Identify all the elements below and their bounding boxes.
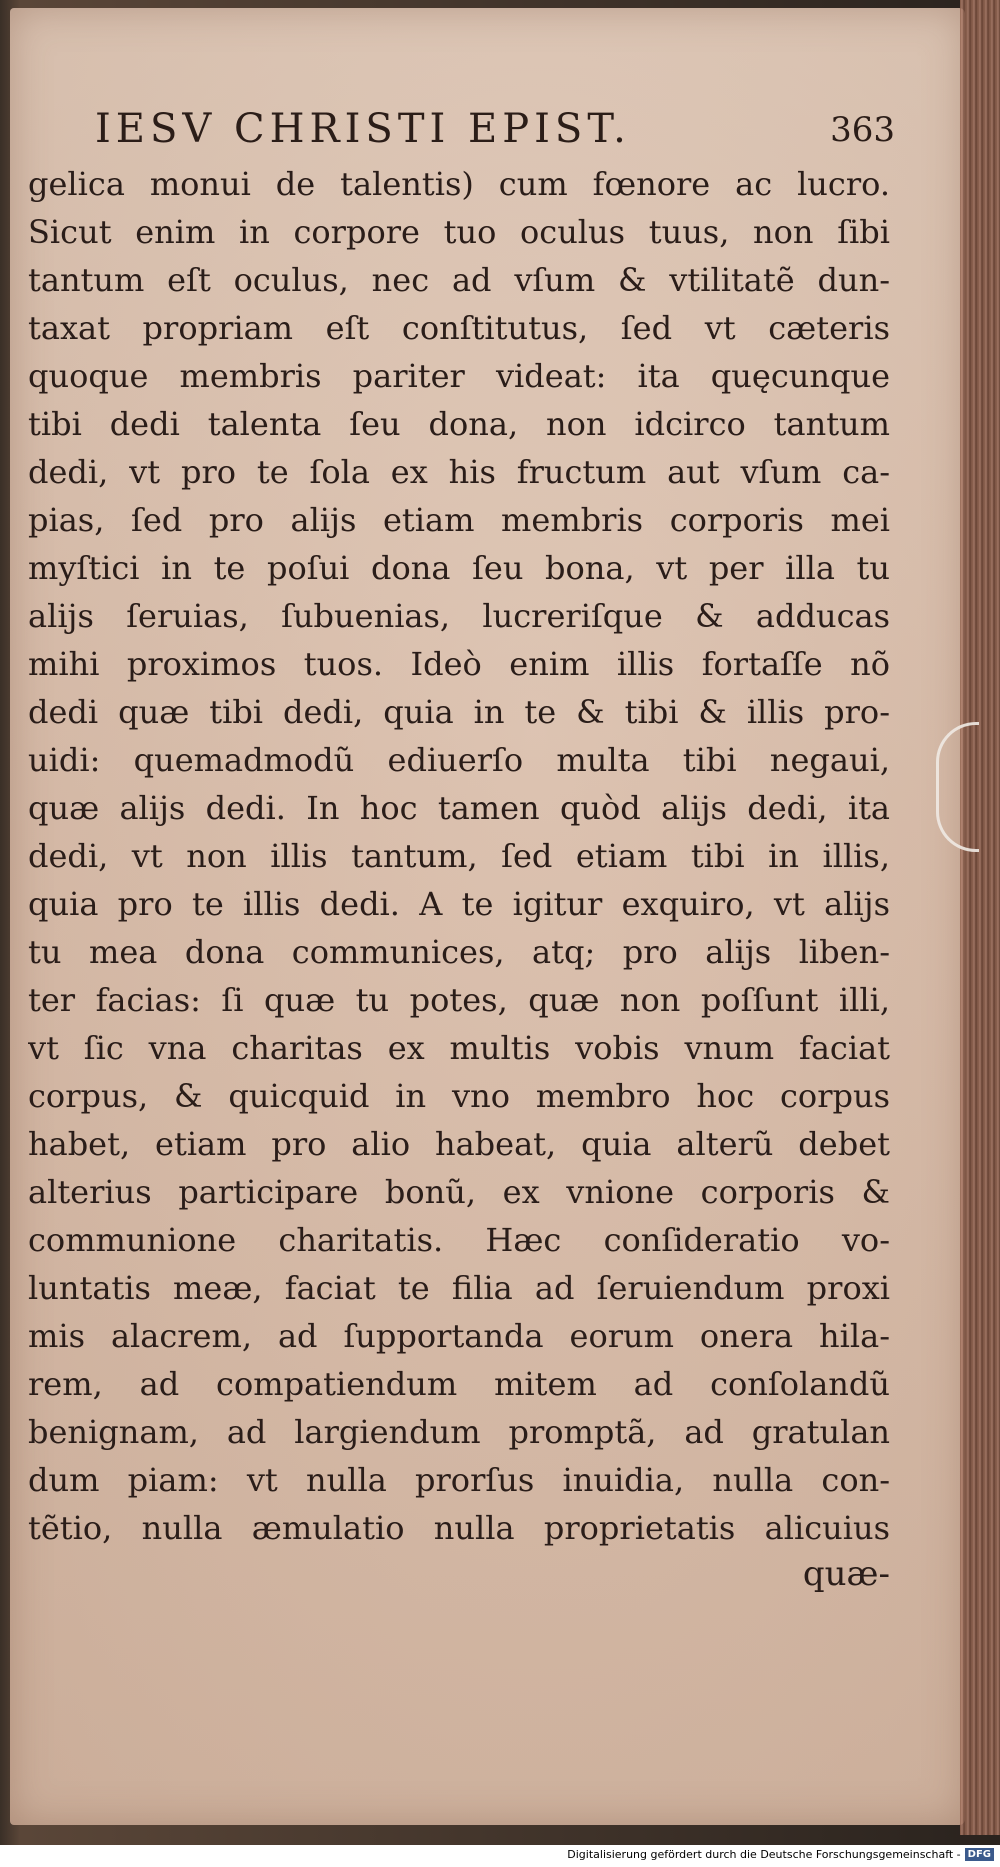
page-clip <box>936 722 979 852</box>
text-line: dum piam: vt nulla prorſus inuidia, nulla con- <box>28 1461 890 1499</box>
text-line: alijs ſeruias, ſubuenias, lucreriſque & adducas <box>28 597 890 635</box>
digitization-footer <box>0 1845 1000 1867</box>
text-line: habet, etiam pro alio habeat, quia alterũ debet <box>28 1125 890 1163</box>
text-line: alterius participare bonũ, ex vnione corporis & <box>28 1173 890 1211</box>
text-line: Sicut enim in corpore tuo oculus tuus, non ſibi <box>28 213 890 251</box>
text-line: benignam, ad largiendum promptã, ad gratulan <box>28 1413 890 1451</box>
text-line: dedi quæ tibi dedi, quia in te & tibi & illis pro- <box>28 693 890 731</box>
text-line: luntatis meæ, faciat te filia ad ſeruiendum proxi <box>28 1269 890 1307</box>
text-line: quia pro te illis dedi. A te igitur exquiro, vt alijs <box>28 885 890 923</box>
text-line: gelica monui de talentis) cum fœnore ac lucro. <box>28 165 890 203</box>
text-line: tu mea dona communices, atq; pro alijs liben- <box>28 933 890 971</box>
text-line: ter facias: ſi quæ tu potes, quæ non poſſunt illi, <box>28 981 890 1019</box>
credit-text: Digitalisierung gefördert durch die Deutsche Forschungsgemeinschaft - <box>567 1848 961 1861</box>
text-line: dedi, vt non illis tantum, ſed etiam tibi in illis, <box>28 837 890 875</box>
page-fore-edge <box>960 0 1000 1835</box>
text-line: mis alacrem, ad ſupportanda eorum onera hila- <box>28 1317 890 1355</box>
text-line: vt ſic vna charitas ex multis vobis vnum faciat <box>28 1029 890 1067</box>
text-line: dedi, vt pro te ſola ex his fructum aut vſum ca- <box>28 453 890 491</box>
text-line: quoque membris pariter videat: ita quęcunque <box>28 357 890 395</box>
dfg-logo: DFG <box>965 1848 994 1861</box>
catchword: quæ- <box>802 1554 890 1594</box>
text-line: quæ alijs dedi. In hoc tamen quòd alijs dedi, ita <box>28 789 890 827</box>
page-number: 363 <box>830 110 895 150</box>
text-line: myſtici in te poſui dona ſeu bona, vt per illa tu <box>28 549 890 587</box>
text-line: uidi: quemadmodũ ediuerſo multa tibi negaui, <box>28 741 890 779</box>
body-text <box>28 160 890 1552</box>
text-line: tantum eſt oculus, nec ad vſum & vtilitatẽ dun- <box>28 261 890 299</box>
text-line: corpus, & quicquid in vno membro hoc corpus <box>28 1077 890 1115</box>
book-page <box>10 8 965 1825</box>
text-line: mihi proximos tuos. Ideò enim illis fortaſſe nõ <box>28 645 890 683</box>
text-line: tẽtio, nulla æmulatio nulla proprietatis alicuius <box>28 1509 890 1547</box>
text-line: tibi dedi talenta ſeu dona, non idcirco tantum <box>28 405 890 443</box>
text-line: communione charitatis. Hæc conſideratio vo- <box>28 1221 890 1259</box>
running-head: IESV CHRISTI EPIST. <box>95 106 631 152</box>
text-line: rem, ad compatiendum mitem ad conſolandũ <box>28 1365 890 1403</box>
text-line: taxat propriam eſt conſtitutus, ſed vt cæteris <box>28 309 890 347</box>
text-line: pias, ſed pro alijs etiam membris corporis mei <box>28 501 890 539</box>
digitization-credit <box>567 1848 994 1861</box>
page-header <box>95 106 895 166</box>
